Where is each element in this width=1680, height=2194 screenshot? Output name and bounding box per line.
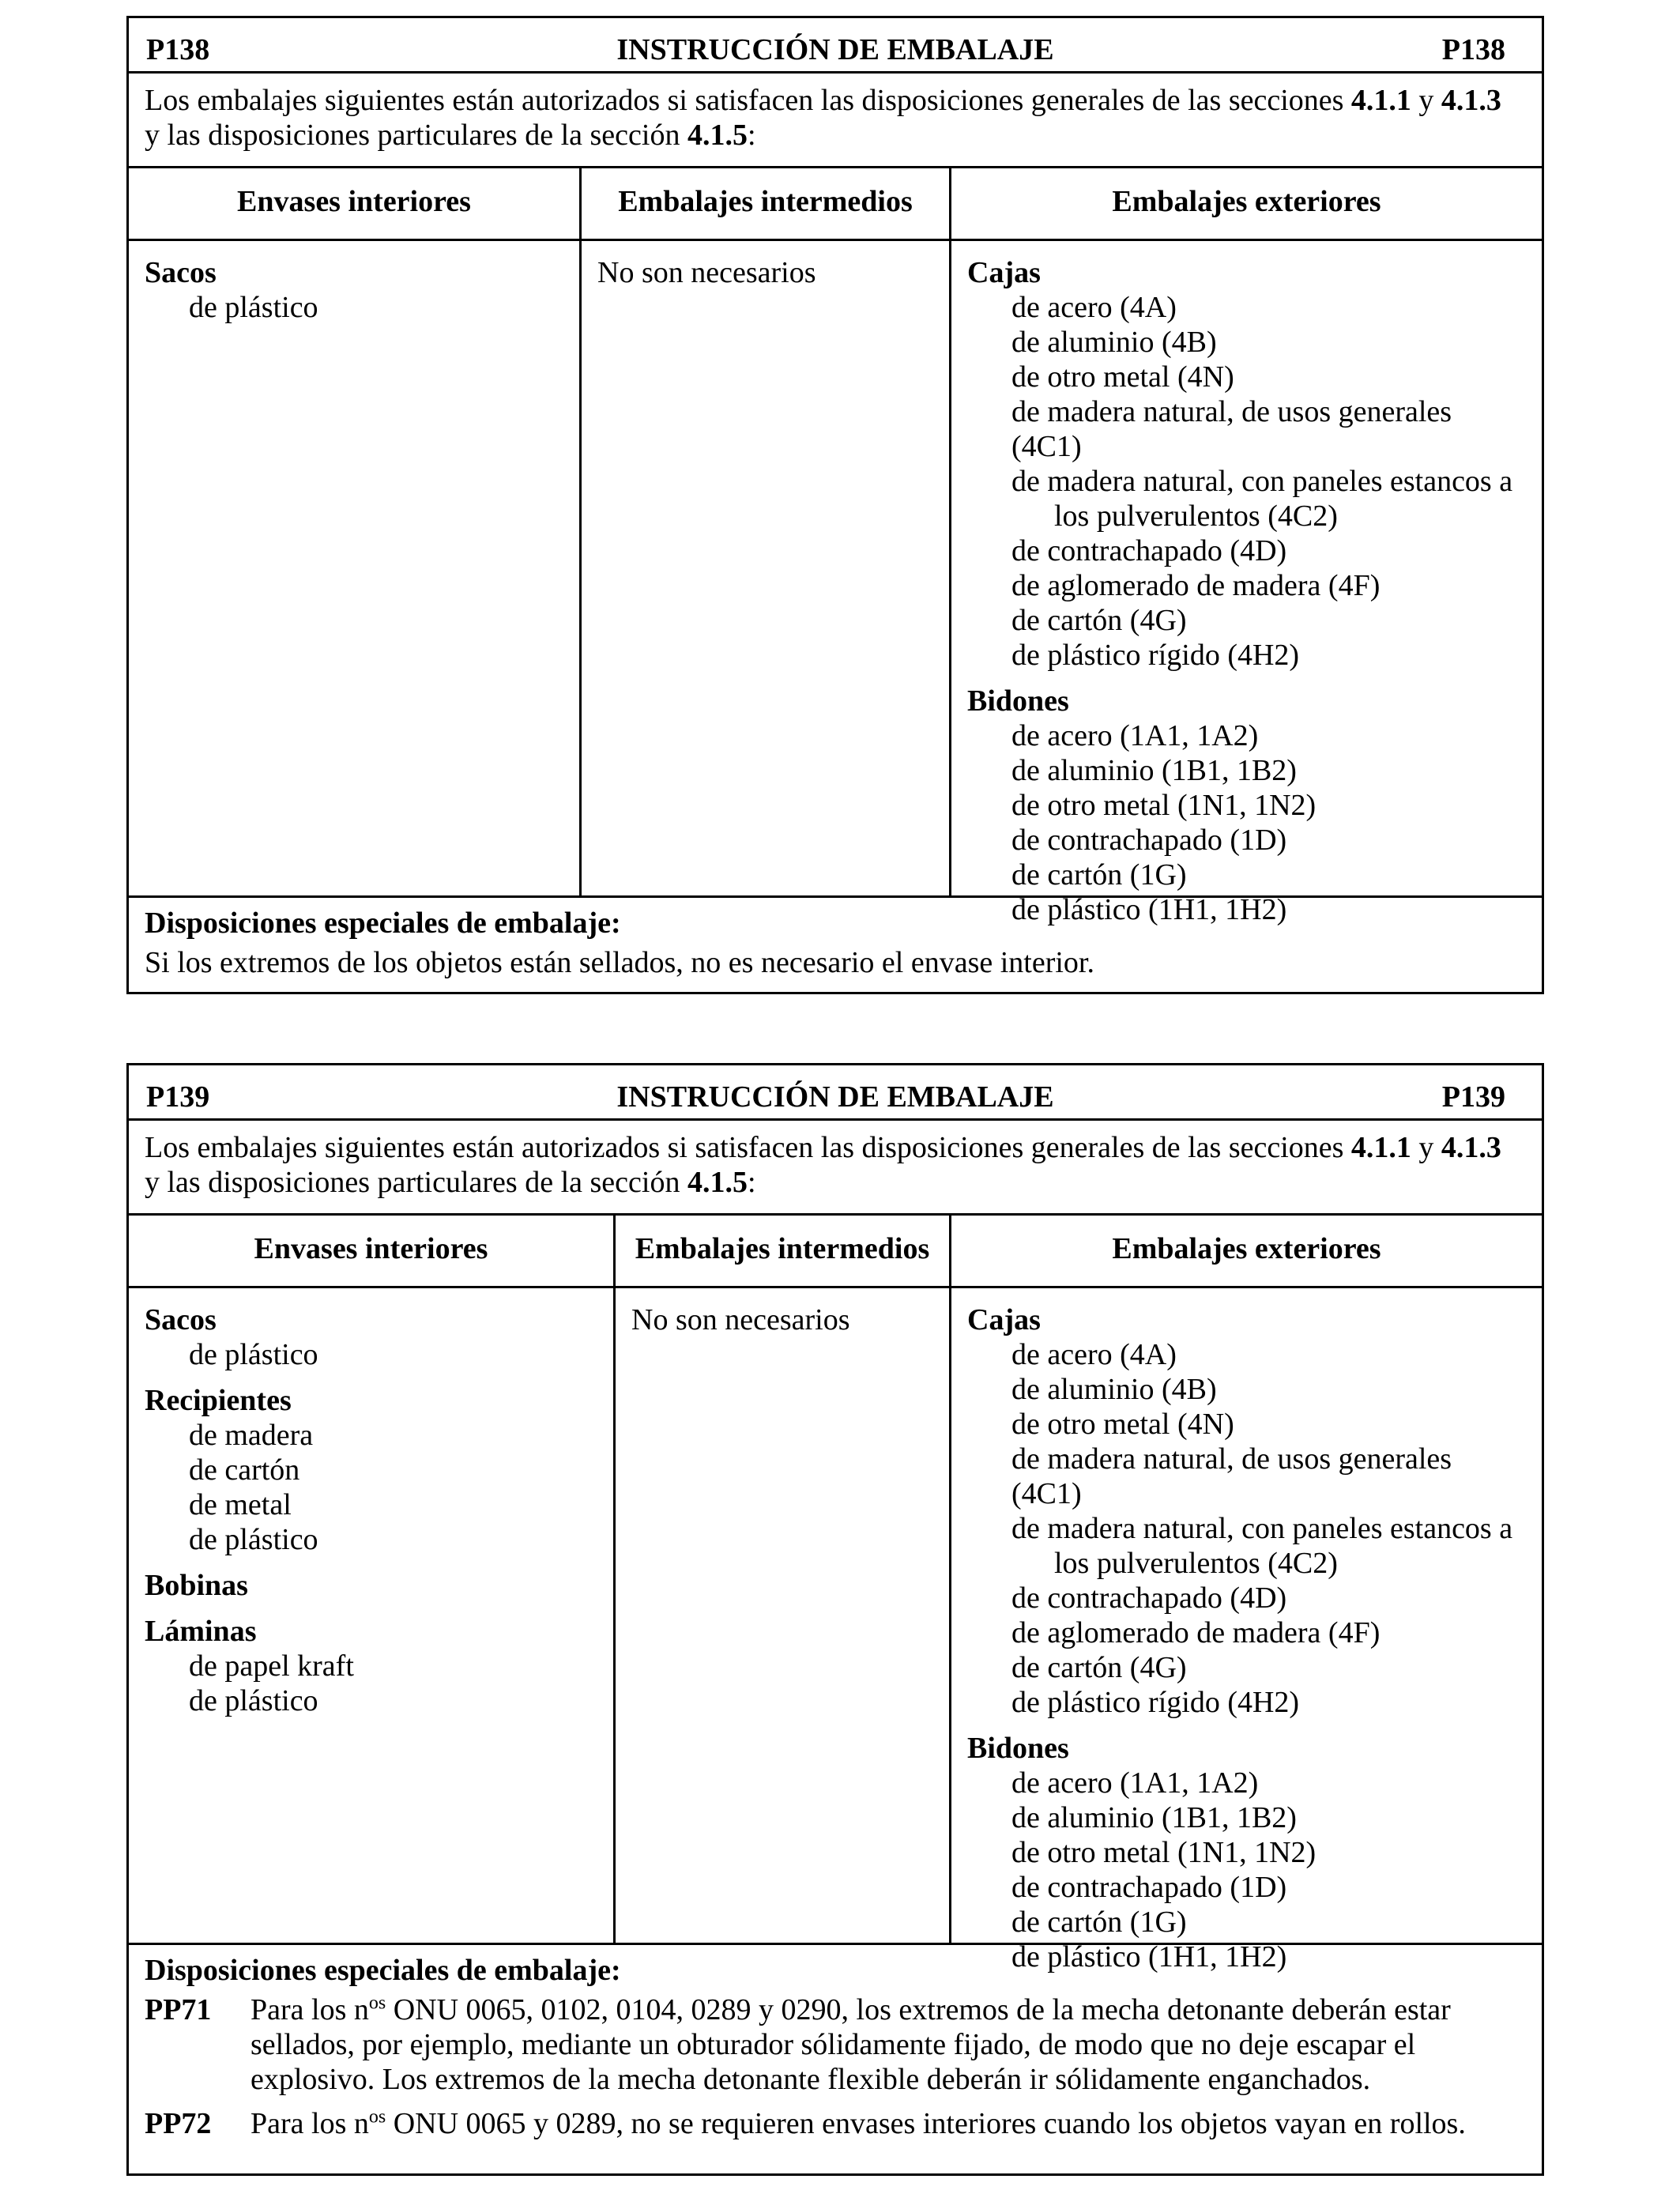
packaging-item: de cartón (4G) — [1011, 604, 1187, 637]
packaging-item: de contrachapado (1D) — [1011, 1871, 1287, 1904]
packaging-item: de plástico (1H1, 1H2) — [1011, 893, 1287, 926]
instruction-code-left: P139 — [146, 1080, 210, 1114]
packaging-item: los pulverulentos (4C2) — [1054, 1547, 1338, 1580]
packaging-item: de cartón — [189, 1453, 300, 1487]
intermediate-packaging-text: No son necesarios — [597, 256, 816, 289]
provision-code: PP71 — [145, 1993, 212, 2026]
intro-text: y las disposiciones particulares de la sección — [145, 119, 687, 152]
packaging-group — [145, 255, 563, 325]
outer-packaging-list — [951, 241, 1542, 926]
intermediate-packaging-text: No son necesarios — [631, 1303, 850, 1336]
intro-text: : — [747, 1166, 756, 1199]
packaging-item: de acero (1A1, 1A2) — [1011, 719, 1259, 752]
provision-text-part: ONU 0065 y 0289, no se requieren envases interiores cuando los objetos vayan en rollos. — [386, 2107, 1466, 2140]
intermediate-packaging-column — [579, 168, 949, 895]
packaging-group — [145, 1383, 597, 1557]
instruction-code-right: P139 — [1441, 1080, 1505, 1114]
packaging-item: de plástico — [189, 1684, 318, 1717]
packaging-item: de otro metal (1N1, 1N2) — [1011, 789, 1317, 822]
special-provisions-text: Si los extremos de los objetos están sellados, no es necesario el envase interior. — [145, 946, 1094, 979]
intro-paragraph — [129, 1121, 1542, 1216]
outer-packaging-column — [949, 168, 1542, 926]
packaging-item: de aglomerado de madera (4F) — [1011, 569, 1381, 602]
section-ref: 4.1.1 — [1350, 84, 1411, 117]
packaging-item: de papel kraft — [189, 1649, 354, 1683]
column-header: Embalajes exteriores — [951, 168, 1542, 241]
intro-text: y las disposiciones particulares de la sección — [145, 1166, 687, 1199]
packaging-item: de acero (1A1, 1A2) — [1011, 1766, 1259, 1800]
packaging-item: de metal — [189, 1488, 292, 1521]
packaging-group-title: Sacos — [145, 1303, 217, 1336]
packaging-group — [967, 1731, 1526, 1974]
column-header: Embalajes intermedios — [582, 168, 949, 241]
column-header: Embalajes exteriores — [951, 1216, 1542, 1288]
special-provisions — [129, 1945, 1542, 2141]
packaging-group — [145, 1568, 597, 1603]
packaging-item: de aglomerado de madera (4F) — [1011, 1616, 1381, 1649]
packaging-item: de plástico rígido (4H2) — [1011, 1686, 1300, 1719]
section-ref: 4.1.3 — [1441, 84, 1501, 117]
intro-text: : — [747, 119, 756, 152]
packaging-group-title: Recipientes — [145, 1384, 292, 1417]
packaging-group — [967, 684, 1526, 927]
packaging-item: de aluminio (4B) — [1011, 326, 1217, 359]
packaging-item: de contrachapado (4D) — [1011, 1581, 1287, 1615]
packaging-item: los pulverulentos (4C2) — [1054, 499, 1338, 533]
provision-code: PP72 — [145, 2107, 212, 2140]
packaging-group — [145, 1302, 597, 1372]
packaging-item: de otro metal (4N) — [1011, 1408, 1234, 1441]
section-ref: 4.1.3 — [1441, 1131, 1501, 1164]
packaging-item: de acero (4A) — [1011, 1338, 1177, 1371]
provision-text-part: ONU 0065, 0102, 0104, 0289 y 0290, los extremos de la mecha detonante deberán estar sellados, por ejemplo, mediante un obturador sólidamente fijado, de modo que no deje escapar el explosivo. Los extremos de la mecha detonante flexible deberán ir sólidamente enganchados. — [250, 1993, 1451, 2096]
packaging-group-title: Láminas — [145, 1615, 257, 1648]
packaging-item: de madera natural, con paneles estancos a — [1011, 1512, 1513, 1545]
provision-pp71 — [145, 1992, 1526, 2097]
superscript: os — [368, 1992, 386, 2014]
packaging-item: de cartón (1G) — [1011, 858, 1187, 892]
packaging-item: de acero (4A) — [1011, 291, 1177, 324]
packaging-item: de aluminio (1B1, 1B2) — [1011, 754, 1297, 787]
outer-packaging-column — [949, 1216, 1542, 1973]
intro-text: y — [1411, 84, 1441, 117]
superscript: os — [368, 2106, 386, 2128]
intermediate-packaging-column — [613, 1216, 949, 1943]
instruction-title: INSTRUCCIÓN DE EMBALAJE — [616, 33, 1054, 66]
packaging-group — [967, 1302, 1526, 1720]
intro-text: Los embalajes siguientes están autorizados si satisfacen las disposiciones generales de las secciones — [145, 1131, 1351, 1164]
column-header: Envases interiores — [129, 1216, 613, 1288]
intro-paragraph — [129, 74, 1542, 168]
provision-text — [250, 1992, 1526, 2097]
packaging-item: de cartón (1G) — [1011, 1906, 1187, 1939]
instruction-code-right: P138 — [1441, 33, 1505, 66]
column-header: Embalajes intermedios — [616, 1216, 949, 1288]
intro-text: y — [1411, 1131, 1441, 1164]
instruction-title: INSTRUCCIÓN DE EMBALAJE — [616, 1080, 1054, 1114]
intro-text: Los embalajes siguientes están autorizados si satisfacen las disposiciones generales de las secciones — [145, 84, 1351, 117]
special-provisions-title: Disposiciones especiales de embalaje: — [145, 1954, 621, 1987]
section-ref: 4.1.1 — [1350, 1131, 1411, 1164]
outer-packaging-list — [951, 1288, 1542, 1973]
table-header — [129, 1065, 1542, 1121]
packaging-item: de plástico rígido (4H2) — [1011, 639, 1300, 672]
inner-packaging-column — [129, 168, 579, 895]
packaging-item: de plástico — [189, 1523, 318, 1556]
special-provisions-title: Disposiciones especiales de embalaje: — [145, 907, 621, 940]
packaging-item: de cartón (4G) — [1011, 1651, 1187, 1684]
packaging-item: de madera natural, de usos generales (4C1) — [1011, 1442, 1452, 1510]
packaging-item: de contrachapado (1D) — [1011, 824, 1287, 857]
section-ref: 4.1.5 — [687, 1166, 748, 1199]
packaging-group-title: Cajas — [967, 1303, 1041, 1336]
packaging-group-title: Sacos — [145, 256, 217, 289]
packaging-group-title: Bidones — [967, 1732, 1069, 1765]
provision-text — [250, 2106, 1526, 2141]
column-header: Envases interiores — [129, 168, 579, 241]
provision-text-part: Para los n — [250, 2107, 369, 2140]
section-ref: 4.1.5 — [687, 119, 748, 152]
packaging-item: de otro metal (4N) — [1011, 360, 1234, 394]
provision-text-part: Para los n — [250, 1993, 369, 2026]
packing-instruction-p139 — [126, 1063, 1544, 2176]
inner-packaging-list — [129, 1288, 613, 1943]
packaging-item: de contrachapado (4D) — [1011, 534, 1287, 567]
instruction-code-left: P138 — [146, 33, 210, 66]
packaging-item: de madera — [189, 1419, 314, 1452]
packaging-group-title: Bobinas — [145, 1569, 248, 1602]
provision-pp72 — [145, 2106, 1526, 2141]
packaging-item: de madera natural, con paneles estancos a — [1011, 465, 1513, 498]
packaging-group-title: Bidones — [967, 684, 1069, 718]
packaging-item: de aluminio (4B) — [1011, 1373, 1217, 1406]
packaging-item: de madera natural, de usos generales (4C1) — [1011, 395, 1452, 463]
packaging-item: de plástico — [189, 1338, 318, 1371]
packaging-item: de otro metal (1N1, 1N2) — [1011, 1836, 1317, 1869]
packaging-group — [145, 1614, 597, 1718]
packaging-item: de plástico — [189, 291, 318, 324]
packing-instruction-p138 — [126, 16, 1544, 994]
inner-packaging-column — [129, 1216, 613, 1943]
packaging-item: de plástico (1H1, 1H2) — [1011, 1940, 1287, 1973]
table-header — [129, 18, 1542, 74]
packaging-item: de aluminio (1B1, 1B2) — [1011, 1801, 1297, 1834]
packaging-group-title: Cajas — [967, 256, 1041, 289]
packaging-group — [967, 255, 1526, 673]
inner-packaging-list — [129, 241, 579, 895]
